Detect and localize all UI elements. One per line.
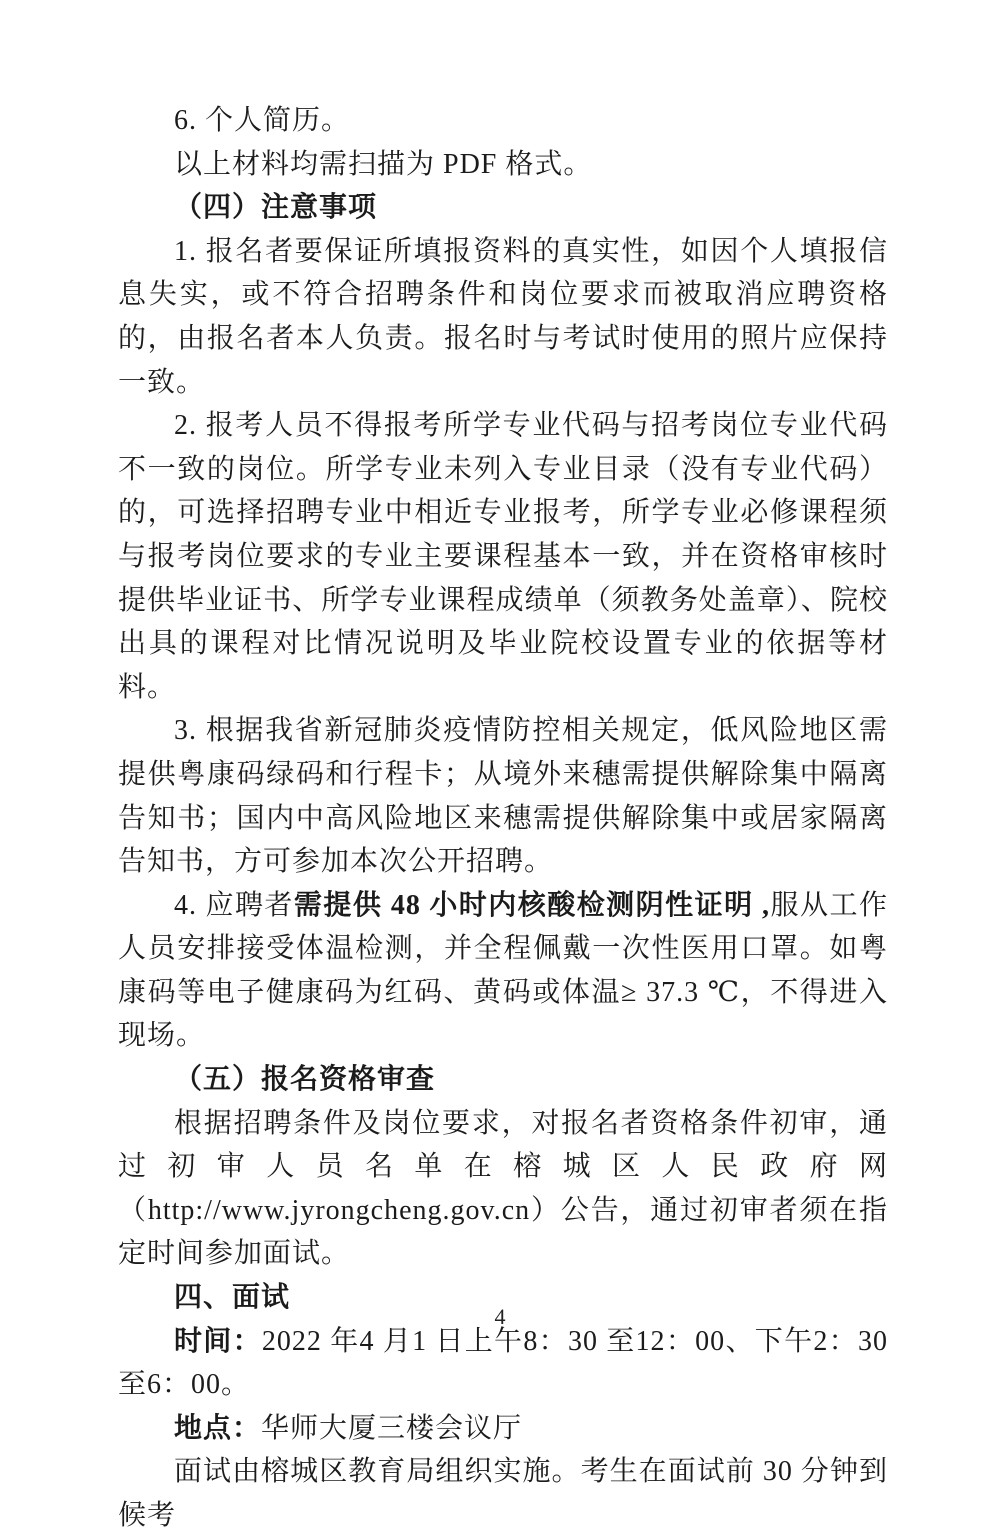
paragraph <box>118 709 888 883</box>
text-segment: 服从工作人员安排接受体温检测，并全程佩戴一次性医用口罩。如粤康码等电子健康码为红码、黄码或体温≥ 37.3 ℃，不得进入现场。 <box>118 889 888 1052</box>
text-segment: 6. 个人简历。 <box>174 105 351 136</box>
text-segment: 需提供 48 小时内核酸检测阴性证明 , <box>293 889 771 921</box>
paragraph <box>118 1102 888 1276</box>
text-segment: 面试由榕城区教育局组织实施。考生在面试前 30 分钟到候考 <box>118 1456 888 1531</box>
text-segment: 华师大厦三楼会议厅 <box>261 1412 523 1444</box>
paragraph <box>118 230 888 404</box>
paragraph <box>118 1407 888 1451</box>
paragraph <box>118 884 888 1058</box>
text-segment: 根据招聘条件及岗位要求，对报名者资格条件初审，通过初审人员名单在榕城区人民政府网（http://www.jyrongcheng.gov.cn）公告，通过初审者须在指定时间参加面试。 <box>118 1107 888 1270</box>
section-heading <box>118 186 888 230</box>
text-segment: 以上材料均需扫描为 PDF 格式。 <box>174 148 593 180</box>
paragraph <box>118 404 888 709</box>
page-footer <box>0 1303 1000 1331</box>
paragraph <box>118 1320 888 1407</box>
text-segment: 1. 报名者要保证所填报资料的真实性，如因个人填报信息失实，或不符合招聘条件和岗位要求而被取消应聘资格的，由报名者本人负责。报名时与考试时使用的照片应保持一致。 <box>118 235 888 398</box>
text-segment: （五）报名资格审查 <box>174 1064 436 1096</box>
paragraph <box>118 99 888 143</box>
text-segment: 2022 年4 月1 日上午8：30 至12：00、下午2：30 至6：00。 <box>118 1325 888 1401</box>
text-segment: 时间： <box>174 1325 262 1357</box>
paragraph <box>118 143 888 187</box>
text-segment: 3. 根据我省新冠肺炎疫情防控相关规定，低风险地区需提供粤康码绿码和行程卡；从境外来穗需提供解除集中隔离告知书；国内中高风险地区来穗需提供解除集中或居家隔离告知书，方可参加本次公开招聘。 <box>118 715 888 878</box>
paragraph <box>118 1450 888 1537</box>
text-segment: 4. 应聘者 <box>174 889 294 921</box>
page-number: 4 <box>494 1304 506 1329</box>
section-heading <box>118 1058 888 1102</box>
text-segment: 四、面试 <box>174 1282 291 1314</box>
text-segment: 2. 报考人员不得报考所学专业代码与招考岗位专业代码不一致的岗位。所学专业未列入专业目录（没有专业代码）的，可选择招聘专业中相近专业报考，所学专业必修课程须与报考岗位要求的专业主要课程基本一致，并在资格审核时提供毕业证书、所学专业课程成绩单（须教务处盖章）、院校出具的课程对比情况说明及毕业院校设置专业的依据等材料。 <box>118 410 888 703</box>
text-segment: （四）注意事项 <box>174 192 378 224</box>
text-segment: 地点： <box>174 1412 262 1444</box>
